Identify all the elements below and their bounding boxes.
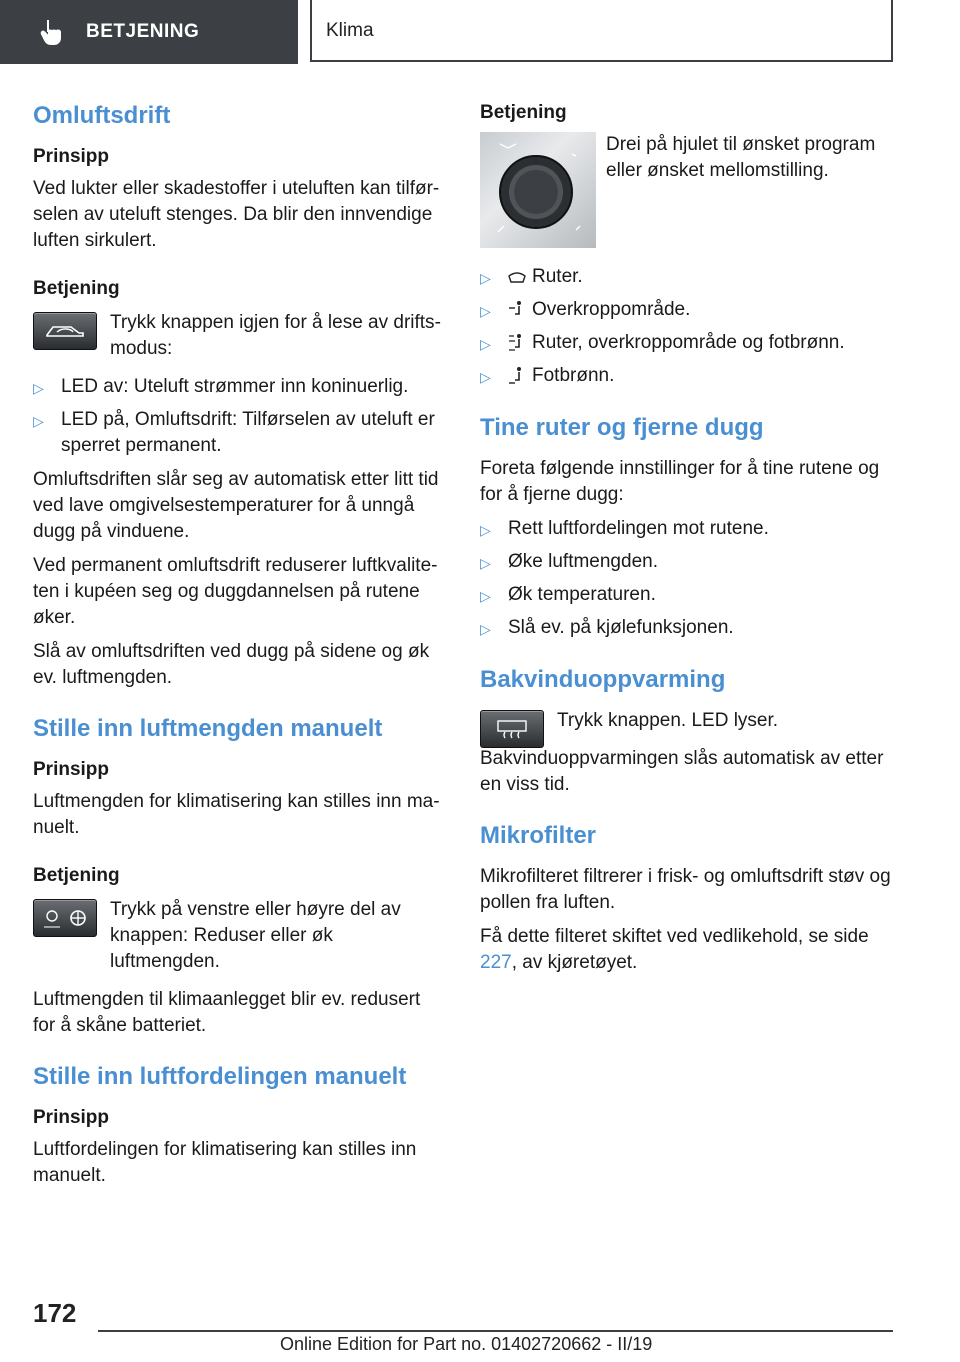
list-item: ▷ LED på, Omluftsdrift: Tilførselen av uteluft er sperret permanent.	[33, 407, 445, 459]
paragraph: Få dette filteret skiftet ved vedlikehold, se side 227, av kjøretøyet.	[480, 926, 869, 973]
list-item: ▷ Øke luftmengden.	[480, 549, 892, 576]
right-column	[480, 100, 892, 984]
rear-window-defrost-button-image	[480, 710, 544, 748]
fan-button-row	[33, 897, 445, 975]
subheading-betjening: Betjening	[480, 102, 567, 123]
triangle-bullet-icon: ▷	[33, 380, 44, 396]
subheading-prinsipp: Prinsipp	[33, 146, 110, 167]
paragraph: Ved permanent omluftsdrift reduserer luftkvaliteten i kupéen seg og duggdannelsen på rutene øker.	[33, 555, 438, 628]
list-item: ▷ Rett luftfordelingen mot rutene.	[480, 516, 892, 543]
bullet-list	[33, 374, 445, 459]
list-item: ▷ Overkroppområde.	[480, 297, 892, 324]
paragraph: Luftmengden til klimaanlegget blir ev. redusert for å skåne batteriet.	[33, 989, 421, 1036]
triangle-bullet-icon: ▷	[480, 270, 491, 286]
triangle-bullet-icon: ▷	[480, 555, 491, 571]
header-section-tab	[0, 0, 298, 64]
heading-luftmengde: Stille inn luftmengden manuelt	[33, 715, 383, 742]
list-item: ▷ Øk temperaturen.	[480, 582, 892, 609]
triangle-bullet-icon: ▷	[33, 413, 44, 429]
section-label: BETJENING	[86, 21, 200, 42]
heading-tine-ruter: Tine ruter og fjerne dugg	[480, 414, 764, 441]
footer-divider	[98, 1330, 893, 1332]
paragraph: Drei på hjulet til ønsket program eller ønsket mellomstilling.	[606, 134, 876, 181]
paragraph: Trykk knappen. LED lyser.	[557, 710, 779, 731]
recirculation-button-row	[33, 310, 445, 362]
left-column	[33, 100, 445, 1197]
triangle-bullet-icon: ▷	[480, 336, 491, 352]
list-item: ▷ Ruter.	[480, 264, 892, 291]
dial-row	[480, 132, 892, 248]
heading-omluftsdrift: Omluftsdrift	[33, 102, 171, 129]
hand-pointer-icon	[40, 12, 80, 52]
subheading-prinsipp: Prinsipp	[33, 759, 110, 780]
triangle-bullet-icon: ▷	[480, 369, 491, 385]
paragraph: Bakvinduoppvarmingen slås automatisk av etter en viss tid.	[480, 748, 884, 795]
footwell-air-icon	[508, 363, 532, 389]
paragraph: Foreta følgende innstillinger for å tine rutene og for å fjerne dugg:	[480, 458, 880, 505]
recirculation-button-image	[33, 312, 97, 350]
heading-luftfordeling: Stille inn luftfordelingen manuelt	[33, 1063, 407, 1090]
air-distribution-dial-image	[480, 132, 596, 248]
paragraph: Mikrofilteret filtrerer i frisk- og omluftsdrift støv og pollen fra luften.	[480, 866, 891, 913]
fan-button-image	[33, 899, 97, 937]
heading-bakvinduoppvarming: Bakvinduoppvarming	[480, 666, 726, 693]
list-item: ▷ Ruter, overkroppområde og fotbrønn.	[480, 330, 892, 357]
windshield-body-foot-icon	[508, 330, 532, 356]
paragraph: Slå av omluftsdriften ved dugg på sidene og øk ev. luftmengden.	[33, 641, 430, 688]
paragraph: Luftmengden for klimatisering kan stilles inn manuelt.	[33, 791, 440, 838]
page-reference-link[interactable]: 227	[480, 952, 512, 973]
bullet-list	[480, 264, 892, 390]
bullet-list	[480, 516, 892, 642]
list-item: ▷ LED av: Uteluft strømmer inn koninuerlig.	[33, 374, 445, 401]
triangle-bullet-icon: ▷	[480, 522, 491, 538]
chapter-title: Klima	[310, 0, 893, 62]
footer-edition: Online Edition for Part no. 01402720662 - II/19	[280, 1334, 653, 1354]
list-item: ▷ Fotbrønn.	[480, 363, 892, 390]
heading-mikrofilter: Mikrofilter	[480, 822, 597, 849]
subheading-prinsipp: Prinsipp	[33, 1107, 110, 1128]
rear-defrost-button-row	[480, 708, 892, 748]
subheading-betjening: Betjening	[33, 278, 120, 299]
triangle-bullet-icon: ▷	[480, 621, 491, 637]
paragraph: Ved lukter eller skadestoffer i uteluften kan tilførselen av uteluft stenges. Da blir den innvendige luften sirkulert.	[33, 178, 440, 251]
subheading-betjening: Betjening	[33, 865, 120, 886]
windshield-defrost-icon	[508, 264, 532, 290]
triangle-bullet-icon: ▷	[480, 588, 491, 604]
paragraph: Trykk knappen igjen for å lese av driftsmodus:	[110, 312, 441, 359]
paragraph: Luftfordelingen for klimatisering kan stilles inn manuelt.	[33, 1139, 417, 1186]
list-item: ▷ Slå ev. på kjølefunksjonen.	[480, 615, 892, 642]
paragraph: Trykk på venstre eller høyre del av knappen: Reduser eller øk luftmengden.	[110, 899, 401, 972]
page-number: 172	[33, 1298, 77, 1328]
paragraph: Omluftsdriften slår seg av automatisk etter litt tid ved lave omgivelsestemperaturer for å unngå dugg på vinduene.	[33, 469, 439, 542]
upper-body-air-icon	[508, 297, 532, 323]
triangle-bullet-icon: ▷	[480, 303, 491, 319]
